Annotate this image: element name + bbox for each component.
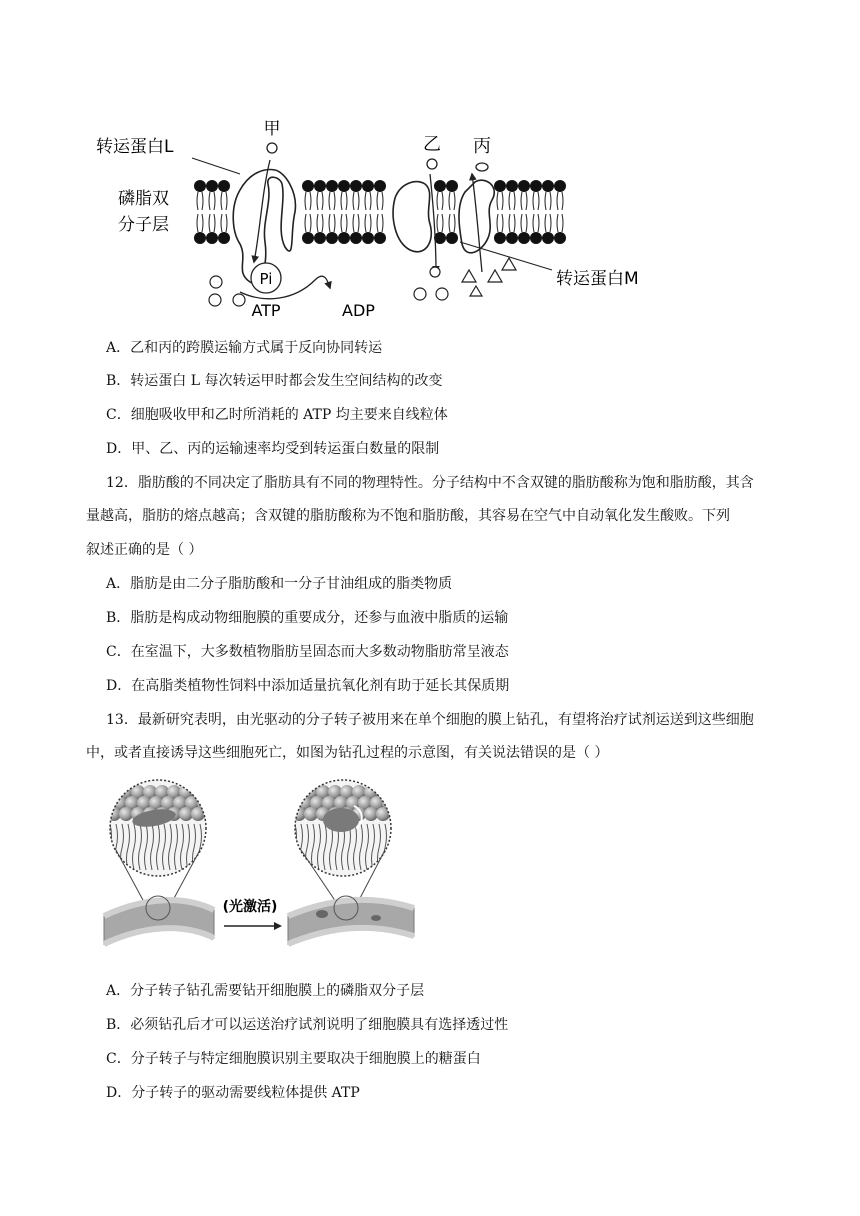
molecule-jia-inside (209, 294, 221, 306)
phospholipid-head (554, 180, 566, 192)
label-yi: 乙 (423, 134, 441, 155)
phospholipid-head (338, 232, 350, 244)
phospholipid-tail (358, 192, 359, 210)
phospholipid-tail (557, 192, 558, 210)
phospholipid-tail (497, 192, 498, 210)
membrane-transport-figure (90, 112, 690, 322)
phospholipid-head (362, 180, 374, 192)
phospholipid-tail (221, 214, 222, 232)
phospholipid-tail (437, 214, 438, 232)
phospholipid-tail (497, 214, 498, 232)
lipid-head (292, 785, 306, 799)
lipid-tail (396, 824, 399, 870)
phospholipid-head (314, 232, 326, 244)
phospholipid-tail (454, 192, 455, 210)
q11-option-c: C．细胞吸收甲和乙时所消耗的 ATP 均主要来自线粒体 (106, 407, 448, 423)
phospholipid-tail (209, 192, 210, 210)
q12-option-a: A．脂肪是由二分子脂肪酸和一分子甘油组成的脂类物质 (106, 576, 453, 592)
q11-option-d: D．甲、乙、丙的运输速率均受到转运蛋白数量的限制 (106, 441, 440, 457)
phospholipid-tail (550, 214, 551, 232)
lipid-head (203, 785, 217, 799)
lipid-head (280, 785, 294, 799)
phospholipid-tail (197, 192, 198, 210)
lipid-head (101, 796, 115, 810)
lipid-head (388, 807, 402, 821)
phospholipid-tail (562, 192, 563, 210)
phospholipid-tail (317, 214, 318, 232)
molecule-bing-inside (470, 286, 482, 296)
phospholipid-tail (346, 192, 347, 210)
molecule-yi-inside (436, 288, 448, 300)
label-atp: ATP (251, 301, 281, 320)
lipid-head (292, 807, 306, 821)
phospholipid-head (494, 232, 506, 244)
phospholipid-tail (305, 192, 306, 210)
phospholipid-tail (334, 192, 335, 210)
molecule-yi-inside (414, 288, 426, 300)
phospholipid-tail (202, 192, 203, 210)
molecule-jia-inside (210, 276, 222, 288)
phospholipid-head (326, 180, 338, 192)
phospholipid-head (518, 232, 530, 244)
lipid-head (364, 807, 378, 821)
phospholipid-tail (533, 192, 534, 210)
q12-option-c: C．在室温下，大多数植物脂肪呈固态而大多数动物脂肪常呈液态 (106, 644, 509, 660)
phospholipid-tail (317, 192, 318, 210)
lipid-head (119, 807, 133, 821)
phospholipid-tail (310, 192, 311, 210)
phospholipid-head (350, 232, 362, 244)
lipid-tail (288, 824, 291, 870)
phospholipid-head (194, 232, 206, 244)
phospholipid-tail (377, 192, 378, 210)
molecule-bing-inside (462, 270, 476, 282)
phospholipid-head (302, 232, 314, 244)
phospholipid-tail (310, 214, 311, 232)
q13-stem-line1: 13．最新研究表明，由光驱动的分子转子被用来在单个细胞的膜上钻孔，有望将治疗试剂运送到这些细胞 (106, 712, 754, 728)
phospholipid-tail (197, 214, 198, 232)
lipid-head (394, 796, 408, 810)
lipid-tail (109, 824, 112, 870)
phospholipid-tail (214, 214, 215, 232)
lipid-head (179, 807, 193, 821)
phospholipid-tail (346, 214, 347, 232)
phospholipid-tail (526, 192, 527, 210)
phospholipid-head (194, 180, 206, 192)
transport-protein-m-left (393, 182, 431, 252)
phospholipid-tail (353, 192, 354, 210)
phospholipid-tail (322, 214, 323, 232)
phospholipid-tail (526, 214, 527, 232)
phospholipid-tail (442, 214, 443, 232)
molecule-bing (476, 163, 488, 171)
phospholipid-tail (545, 214, 546, 232)
phospholipid-tail (502, 214, 503, 232)
phospholipid-head (326, 232, 338, 244)
phospholipid-tail (322, 192, 323, 210)
phospholipid-tail (521, 192, 522, 210)
phospholipid-tail (377, 214, 378, 232)
phospholipid-tail (509, 192, 510, 210)
q13-stem-line2: 中，或者直接诱导这些细胞死亡，如图为钻孔过程的示意图，有关说法错误的是（ ） (86, 745, 609, 761)
phospholipid-head (494, 180, 506, 192)
phospholipid-tail (353, 214, 354, 232)
phospholipid-tail (226, 214, 227, 232)
molecule-bing-inside (502, 258, 516, 270)
phospholipid-head (302, 180, 314, 192)
label-light-activation: (光激活) (222, 899, 278, 915)
protein-l-pointer (192, 158, 240, 174)
q13-option-b: B．必须钻孔后才可以运送治疗试剂说明了细胞膜具有选择透过性 (106, 1017, 509, 1033)
lipid-head (96, 807, 109, 821)
phospholipid-tail (334, 214, 335, 232)
molecule-yi (427, 159, 437, 169)
phospholipid-head (506, 232, 518, 244)
phospholipid-tail (514, 214, 515, 232)
phospholipid-tail (538, 192, 539, 210)
phospholipid-tail (521, 214, 522, 232)
phospholipid-tail (365, 192, 366, 210)
molecule-bing-inside (488, 270, 502, 282)
q13-option-d: D．分子转子的驱动需要线粒体提供 ATP (106, 1085, 360, 1101)
molecule-jia (267, 143, 277, 153)
lipid-head (96, 785, 109, 799)
phospholipid-tail (382, 214, 383, 232)
lipid-head (209, 796, 223, 810)
lipid-head (203, 807, 217, 821)
phospholipid-tail (329, 214, 330, 232)
phospholipid-head (218, 232, 230, 244)
phospholipid-tail (341, 214, 342, 232)
phospholipid-head (206, 180, 218, 192)
phospholipid-tail (329, 192, 330, 210)
label-protein-m: 转运蛋白M (556, 269, 639, 289)
molecular-rotor-figure (96, 778, 456, 960)
phospholipid-tail (533, 214, 534, 232)
q13-option-a: A．分子转子钻孔需要钻开细胞膜上的磷脂双分子层 (106, 983, 425, 999)
phospholipid-tail (382, 192, 383, 210)
phospholipid-tail (365, 214, 366, 232)
phospholipid-tail (557, 214, 558, 232)
label-adp: ADP (342, 301, 375, 320)
phospholipid-tail (449, 214, 450, 232)
q11-option-b: B．转运蛋白 L 每次转运甲时都会发生空间结构的改变 (106, 373, 443, 389)
label-bing: 丙 (473, 136, 491, 157)
molecule-jia-inside (233, 294, 245, 306)
zoom-circle-before (96, 778, 223, 888)
phospholipid-tail (454, 214, 455, 232)
phospholipid-head (206, 232, 218, 244)
phospholipid-head (542, 180, 554, 192)
phospholipid-head (518, 180, 530, 192)
label-pi: Pi (259, 270, 273, 288)
q12-option-b: B．脂肪是构成动物细胞膜的重要成分，还参与血液中脂质的运输 (106, 610, 509, 626)
phospholipid-head (314, 180, 326, 192)
phospholipid-tail (305, 214, 306, 232)
lipid-head (280, 807, 294, 821)
lipid-head (304, 807, 318, 821)
lipid-tail (211, 824, 214, 870)
phospholipid-tail (514, 192, 515, 210)
lipid-tail (103, 824, 106, 870)
phospholipid-tail (358, 214, 359, 232)
q13-option-c: C．分子转子与特定细胞膜识别主要取决于细胞膜上的糖蛋白 (106, 1051, 481, 1067)
lipid-head (286, 796, 300, 810)
phospholipid-head (362, 232, 374, 244)
phospholipid-head (434, 180, 446, 192)
phospholipid-tail (370, 192, 371, 210)
phospholipid-tail (545, 192, 546, 210)
phospholipid-tail (209, 214, 210, 232)
phospholipid-tail (442, 192, 443, 210)
phospholipid-tail (449, 192, 450, 210)
phospholipid-head (530, 180, 542, 192)
phospholipid-tail (221, 192, 222, 210)
phospholipid-tail (550, 192, 551, 210)
lipid-tail (294, 824, 297, 870)
phospholipid-head (374, 232, 386, 244)
phospholipid-head (350, 180, 362, 192)
phospholipid-head (542, 232, 554, 244)
phospholipid-tail (370, 214, 371, 232)
phospholipid-head (554, 232, 566, 244)
phospholipid-head (530, 232, 542, 244)
phospholipid-tail (562, 214, 563, 232)
phospholipid-head (374, 180, 386, 192)
phospholipid-head (506, 180, 518, 192)
phospholipid-head (338, 180, 350, 192)
lipid-head (107, 807, 121, 821)
molecule-yi-inside (430, 267, 440, 277)
phospholipid-tail (341, 192, 342, 210)
phospholipid-tail (538, 214, 539, 232)
label-protein-l: 转运蛋白L (96, 137, 174, 157)
phospholipid-head (446, 232, 458, 244)
phospholipid-tail (502, 192, 503, 210)
phospholipid-tail (509, 214, 510, 232)
phospholipid-tail (202, 214, 203, 232)
label-bilayer-line1: 磷脂双 (118, 189, 169, 209)
phospholipid-head (446, 180, 458, 192)
lipid-head (107, 785, 121, 799)
label-jia: 甲 (263, 119, 281, 139)
q12-stem-line3: 叙述正确的是（ ） (86, 542, 203, 558)
phospholipid-head (218, 180, 230, 192)
lipid-head (388, 785, 402, 799)
label-bilayer-line2: 分子层 (118, 215, 169, 235)
phospholipid-tail (214, 192, 215, 210)
q11-option-a: A．乙和丙的跨膜运输方式属于反向协同转运 (106, 340, 383, 356)
q12-option-d: D．在高脂类植物性饲料中添加适量抗氧化剂有助于延长其保质期 (106, 678, 510, 694)
phospholipid-tail (226, 192, 227, 210)
phospholipid-tail (437, 192, 438, 210)
q12-stem-line1: 12．脂肪酸的不同决定了脂肪具有不同的物理特性。分子结构中不含双键的脂肪酸称为饱和脂肪酸，其含 (106, 475, 754, 491)
zoom-circle-after (280, 778, 408, 888)
q12-stem-line2: 量越高，脂肪的熔点越高；含双键的脂肪酸称为不饱和脂肪酸，其容易在空气中自动氧化发生酸败。下列 (86, 508, 730, 524)
